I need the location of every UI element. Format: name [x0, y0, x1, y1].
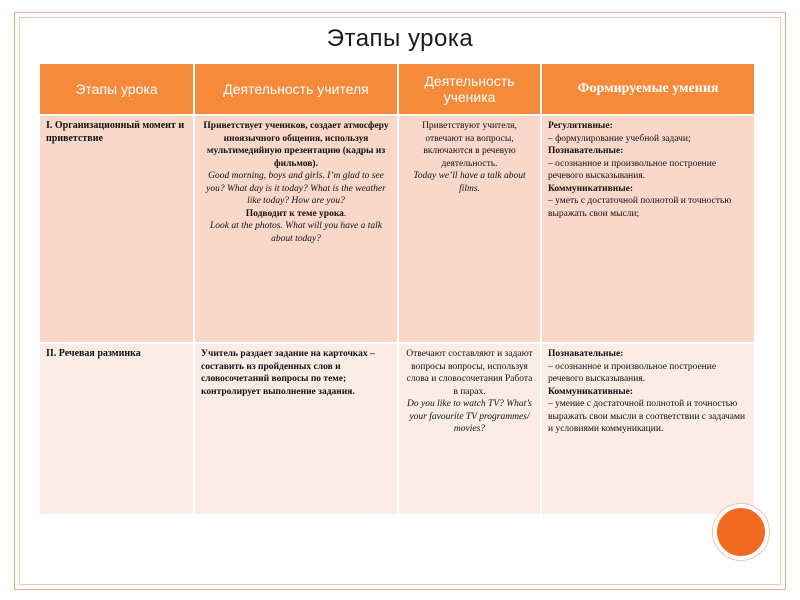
header-stages: Этапы урока: [39, 63, 194, 115]
teacher-activity-cell: [194, 115, 398, 343]
table-row: [39, 115, 755, 343]
slide-title: Этапы урока: [326, 25, 474, 52]
table-row: [39, 343, 755, 515]
lesson-stages-table: [38, 62, 756, 516]
skills-cell: [541, 115, 755, 343]
teacher-text-dot: .: [343, 208, 347, 219]
student-phrases: Today we’ll have a talk about films.: [413, 171, 526, 194]
teacher-text: Учитель раздает задание на карточках – составить из пройденных слов и словосочетаний вопросы по теме; контролирует выполнение задания.: [201, 349, 375, 397]
stage-cell: II. Речевая разминка: [39, 343, 194, 515]
teacher-text: Подводит к теме урока: [245, 208, 344, 219]
teacher-text: Приветствует учеников, создает атмосферу иноязычного общения, используя мультимедийную презентацию (кадры из фильмов).: [203, 121, 389, 169]
teacher-phrases: Good morning, boys and girls. I’m glad to see you? What day is it today? What is the weather like today? How are you?: [206, 171, 386, 207]
skill-heading: Регулятивные:: [548, 121, 613, 132]
skill-text: – умение с достаточной полнотой и точностью выражать свои мысли в соответствии с задачами и условиями коммуникации.: [548, 399, 746, 435]
skill-heading: Познавательные:: [548, 349, 624, 360]
skill-text: – уметь с достаточной полнотой и точностью выражать свои мысли;: [548, 196, 732, 219]
skill-heading: Коммуникативные:: [548, 386, 633, 397]
skill-text: – осознанное и произвольное построение речевого высказывания.: [548, 158, 717, 182]
decorative-circle: [713, 504, 769, 560]
stage-cell: I. Организационный момент и приветствие: [39, 115, 194, 343]
student-text: Приветствуют учителя, отвечают на вопросы, включаются в речевую деятельность.: [422, 121, 517, 169]
student-activity-cell: [398, 115, 541, 343]
header-student-activity: Деятельность ученика: [398, 63, 541, 115]
teacher-phrases: Look at the photos. What will you have a talk about today?: [209, 221, 383, 244]
skill-text: – формулирование учебной задачи;: [548, 133, 691, 144]
student-activity-cell: [398, 343, 541, 515]
teacher-activity-cell: [194, 343, 398, 515]
skills-cell: [541, 343, 755, 515]
header-teacher-activity: Деятельность учителя: [194, 63, 398, 115]
skill-heading: Коммуникативные:: [548, 183, 633, 194]
skill-heading: Познавательные:: [548, 146, 624, 157]
student-text: Отвечают составляют и задают вопросы вопросы, используя слова и словосочетания Работа в парах.: [406, 349, 533, 397]
skill-text: – осознанное и произвольное построение речевого высказывания.: [548, 361, 717, 385]
student-phrases: Do you like to watch TV? What’s your favourite TV programmes/ movies?: [407, 399, 532, 435]
table-header-row: [39, 63, 755, 115]
header-skills: Формируемые умения: [541, 63, 755, 115]
